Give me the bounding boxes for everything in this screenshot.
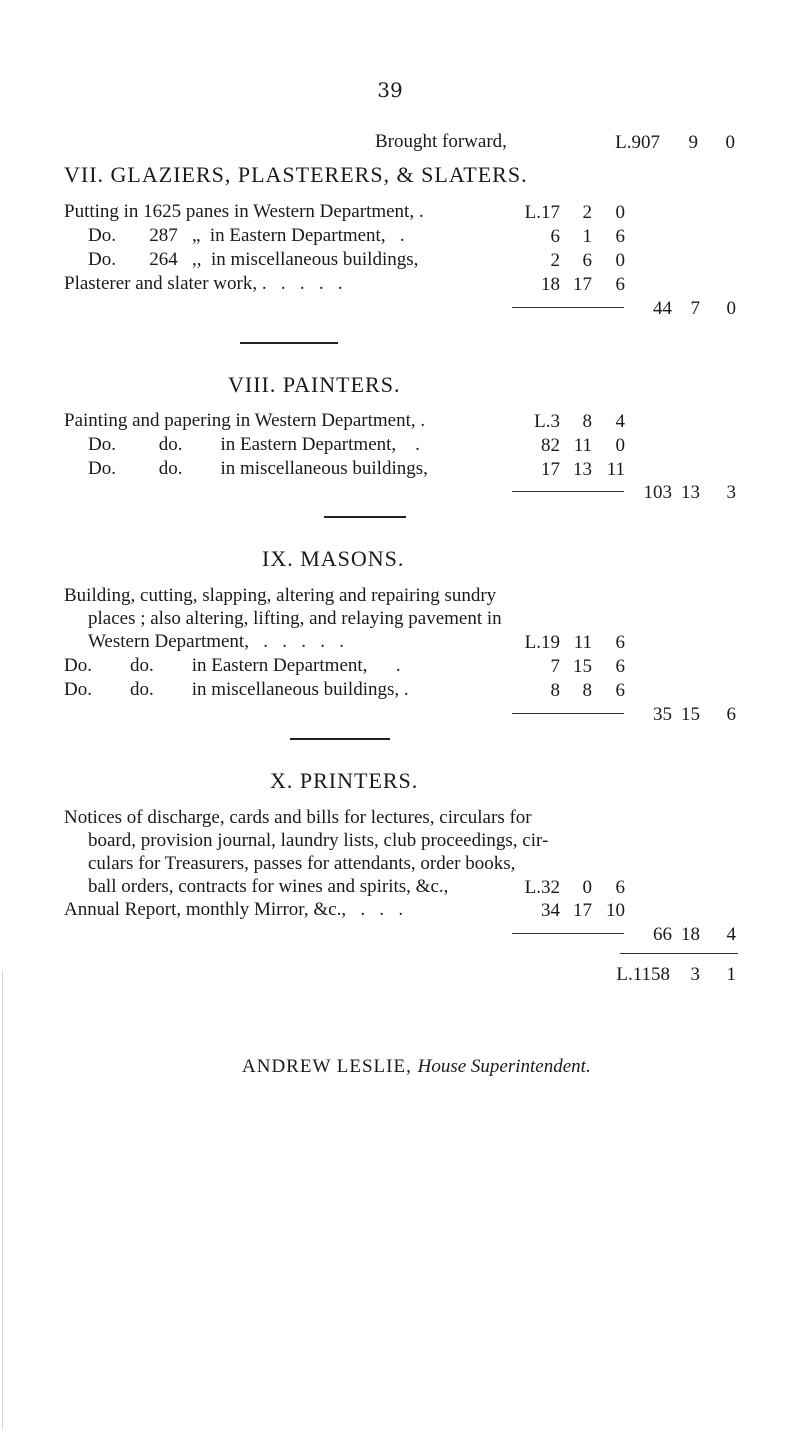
ledger-row-pence: 6 bbox=[615, 632, 625, 653]
section-divider bbox=[324, 516, 406, 518]
ledger-row-pounds: 8 bbox=[550, 680, 560, 701]
section-heading-glaziers: VII. GLAZIERS, PLASTERERS, & SLATERS. bbox=[64, 162, 528, 187]
section-divider bbox=[240, 342, 338, 344]
ledger-row-pence: 6 bbox=[615, 656, 625, 677]
ledger-row-text: Do. do. in Eastern Department, . bbox=[64, 655, 401, 676]
ledger-row-shillings: 13 bbox=[573, 459, 592, 480]
ledger-row-pence: 0 bbox=[615, 435, 625, 456]
brought-forward-pounds: L.907 bbox=[615, 132, 660, 153]
ledger-row-text: Painting and papering in Western Department, . bbox=[64, 410, 426, 431]
section-total-pounds: 35 bbox=[653, 704, 672, 725]
ledger-row-pence: 6 bbox=[615, 226, 625, 247]
paragraph-line: Notices of discharge, cards and bills for lectures, circulars for bbox=[64, 807, 532, 828]
ledger-row-pence: 0 bbox=[615, 250, 625, 271]
signatory-title: House Superintendent. bbox=[417, 1056, 591, 1077]
ledger-row-pounds: L.19 bbox=[524, 632, 560, 653]
section-total-pence: 4 bbox=[726, 924, 736, 945]
signature-line bbox=[242, 1056, 591, 1078]
section-total-pounds: 103 bbox=[643, 482, 672, 503]
ledger-row-shillings: 0 bbox=[582, 877, 592, 898]
ledger-row-text: Do. do. in miscellaneous buildings, bbox=[88, 458, 428, 479]
subtotal-dash bbox=[512, 491, 624, 492]
brought-forward-shillings: 9 bbox=[688, 132, 698, 153]
paragraph-line: ball orders, contracts for wines and spirits, &c., bbox=[88, 876, 449, 897]
ledger-row-pounds: 18 bbox=[541, 274, 560, 295]
ledger-row-text: Putting in 1625 panes in Western Department, . bbox=[64, 201, 424, 222]
grand-total-pounds: L.1158 bbox=[616, 964, 670, 985]
paragraph-line: Western Department, . . . . . bbox=[88, 631, 344, 652]
paragraph-line: board, provision journal, laundry lists, club proceedings, cir- bbox=[88, 830, 549, 851]
subtotal-dash bbox=[512, 933, 624, 934]
ledger-row-pounds: L.32 bbox=[524, 877, 560, 898]
ledger-row-shillings: 11 bbox=[573, 435, 592, 456]
grand-total-shillings: 3 bbox=[690, 964, 700, 985]
grand-total-pence: 1 bbox=[726, 964, 736, 985]
ledger-row-shillings: 8 bbox=[582, 411, 592, 432]
ledger-row-text: Do. do. in Eastern Department, . bbox=[88, 434, 420, 455]
scan-edge-line bbox=[2, 970, 3, 1430]
ledger-row-pounds: 6 bbox=[550, 226, 560, 247]
brought-forward-label: Brought forward, bbox=[375, 131, 507, 152]
section-total-pounds: 66 bbox=[653, 924, 672, 945]
ledger-row-shillings: 17 bbox=[573, 274, 592, 295]
ledger-row-pounds: 82 bbox=[541, 435, 560, 456]
section-total-shillings: 18 bbox=[681, 924, 700, 945]
section-heading-printers: X. PRINTERS. bbox=[270, 768, 419, 793]
ledger-row-shillings: 6 bbox=[582, 250, 592, 271]
page-number: 39 bbox=[377, 78, 403, 102]
ledger-row-shillings: 8 bbox=[582, 680, 592, 701]
ledger-row-shillings: 11 bbox=[573, 632, 592, 653]
paragraph-line: places ; also altering, lifting, and relaying pavement in bbox=[88, 608, 502, 629]
signatory-name: ANDREW LESLIE, bbox=[242, 1056, 412, 1077]
section-total-shillings: 15 bbox=[681, 704, 700, 725]
paragraph-line: Annual Report, monthly Mirror, &c., . . . bbox=[64, 899, 404, 920]
section-total-shillings: 7 bbox=[690, 298, 700, 319]
ledger-row-pounds: L.17 bbox=[524, 202, 560, 223]
section-total-pence: 3 bbox=[726, 482, 736, 503]
brought-forward-pence: 0 bbox=[725, 132, 735, 153]
section-heading-masons: IX. MASONS. bbox=[262, 546, 405, 571]
ledger-row-shillings: 17 bbox=[573, 900, 592, 921]
ledger-row-shillings: 2 bbox=[582, 202, 592, 223]
section-total-shillings: 13 bbox=[681, 482, 700, 503]
ledger-row-text: Plasterer and slater work, . . . . . bbox=[64, 273, 343, 294]
section-heading-painters: VIII. PAINTERS. bbox=[228, 372, 401, 397]
ledger-row-pence: 0 bbox=[615, 202, 625, 223]
ledger-row-shillings: 15 bbox=[573, 656, 592, 677]
ledger-row-shillings: 1 bbox=[582, 226, 592, 247]
ledger-row-pounds: L.3 bbox=[534, 411, 560, 432]
paragraph-line: culars for Treasurers, passes for attendants, order books, bbox=[88, 853, 516, 874]
grand-total-rule bbox=[620, 953, 738, 954]
section-total-pounds: 44 bbox=[653, 298, 672, 319]
ledger-row-pounds: 2 bbox=[550, 250, 560, 271]
ledger-row-pounds: 7 bbox=[550, 656, 560, 677]
paragraph-line: Building, cutting, slapping, altering and repairing sundry bbox=[64, 585, 497, 606]
ledger-row-pence: 6 bbox=[615, 877, 625, 898]
section-total-pence: 6 bbox=[726, 704, 736, 725]
ledger-row-pence: 4 bbox=[615, 411, 625, 432]
ledger-row-pence: 6 bbox=[615, 680, 625, 701]
ledger-row-pence: 11 bbox=[606, 459, 625, 480]
ledger-row-pence: 6 bbox=[615, 274, 625, 295]
ledger-row-text: Do. 287 „ in Eastern Department, . bbox=[88, 225, 405, 246]
ledger-row-text: Do. do. in miscellaneous buildings, . bbox=[64, 679, 409, 700]
ledger-row-pounds: 17 bbox=[541, 459, 560, 480]
ledger-row-pence: 10 bbox=[606, 900, 625, 921]
section-total-pence: 0 bbox=[726, 298, 736, 319]
ledger-row-text: Do. 264 ,, in miscellaneous buildings, bbox=[88, 249, 419, 270]
subtotal-dash bbox=[512, 307, 624, 308]
ledger-row-pounds: 34 bbox=[541, 900, 560, 921]
section-divider bbox=[290, 738, 390, 740]
subtotal-dash bbox=[512, 713, 624, 714]
